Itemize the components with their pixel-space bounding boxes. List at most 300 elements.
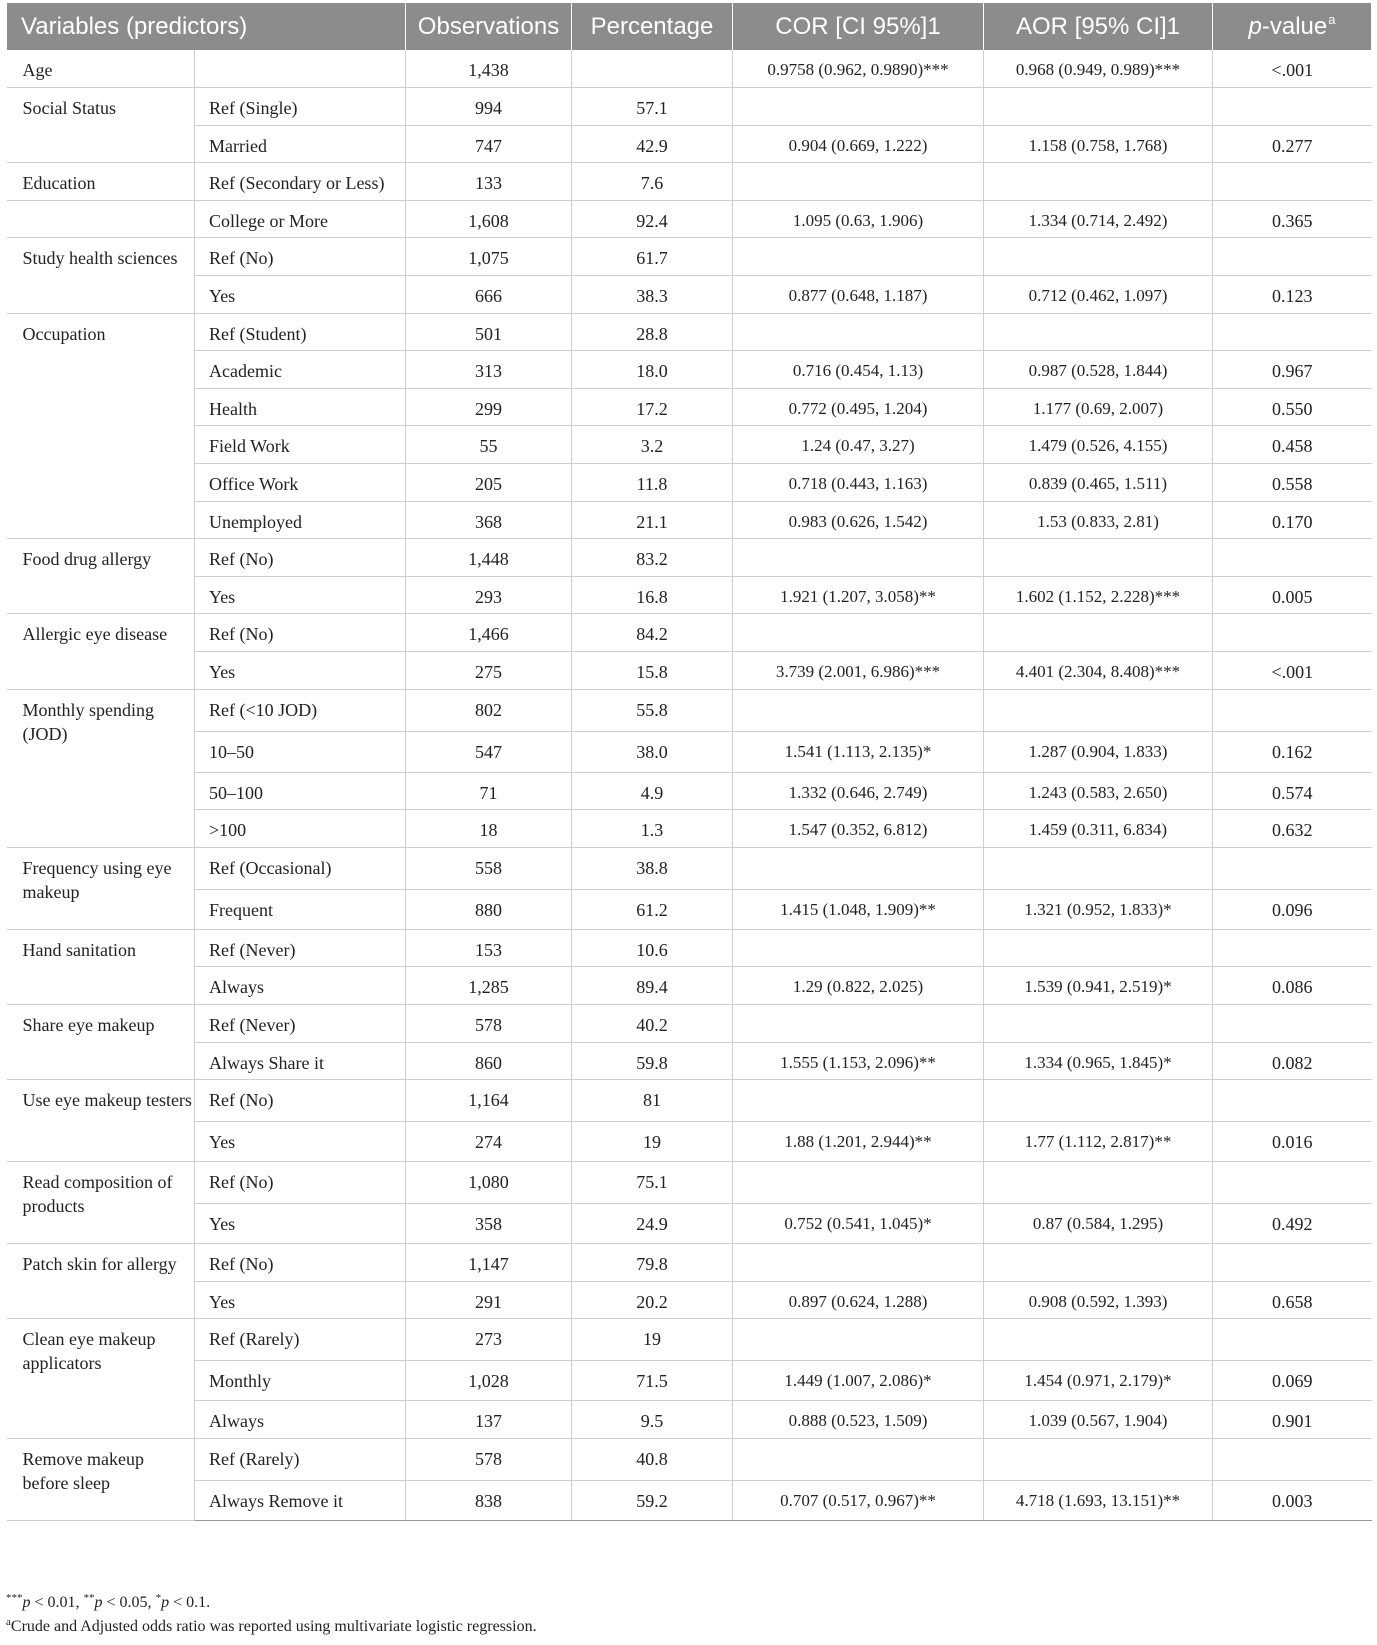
percentage-cell-text: 18.0 [636,361,668,382]
variable-name [7,50,195,88]
cor-cell-text [733,614,983,622]
observations-cell [406,125,572,163]
level-cell [195,464,406,502]
aor-cell-text: 1.334 (0.965, 1.845)* [1024,1052,1172,1072]
observations-cell-text: 368 [475,511,502,532]
observations-cell-text: 1,080 [468,1172,509,1193]
pvalue-cell [1213,388,1372,426]
aor-cell [984,731,1213,772]
observations-cell-text: 802 [475,699,502,720]
cor-cell [733,1361,984,1401]
table-row [7,388,1372,426]
cor-cell-text: 1.921 (1.207, 3.058)** [780,586,936,606]
pvalue-cell-text [1213,1244,1372,1252]
pvalue-cell [1213,1080,1372,1122]
level-cell [195,351,406,389]
aor-cell [984,1122,1213,1162]
observations-cell [406,501,572,539]
aor-cell [984,1080,1213,1122]
table-body [7,50,1372,1520]
level-cell [195,1361,406,1401]
level-cell [195,539,406,577]
observations-cell [406,929,572,967]
level-cell-text: Yes [209,1132,236,1153]
level-cell [195,889,406,929]
pvalue-cell [1213,501,1372,539]
table-row [7,88,1372,126]
aor-cell-text [984,1080,1212,1088]
aor-cell-text: 1.53 (0.833, 2.81) [1037,511,1159,531]
pvalue-cell-text: 0.016 [1272,1132,1313,1153]
percentage-cell-text: 57.1 [636,98,668,119]
cor-cell [733,1162,984,1204]
observations-cell-text: 860 [475,1052,502,1073]
pvalue-cell [1213,929,1372,967]
table-row [7,351,1372,389]
significance-note [6,1586,1371,1610]
percentage-cell-text: 89.4 [636,977,668,998]
pvalue-cell-text: 0.574 [1272,782,1313,803]
percentage-cell [572,125,733,163]
method-note-text: Crude and Adjusted odds ratio was reported using multivariate logistic regression. [10,1618,537,1635]
level-cell-text: Ref (Student) [209,323,307,344]
table-row [7,1438,1372,1480]
level-cell-text: Ref (Single) [209,98,298,119]
observations-cell-text: 578 [475,1014,502,1035]
observations-cell [406,1361,572,1401]
variable-name [7,689,195,847]
table-row [7,1244,1372,1282]
cor-cell [733,501,984,539]
observations-cell [406,88,572,126]
observations-cell [406,1319,572,1361]
cor-cell [733,1004,984,1042]
cor-cell [733,689,984,731]
table-row [7,1162,1372,1204]
aor-cell [984,967,1213,1005]
level-cell-text: Yes [209,1291,236,1312]
aor-cell [984,889,1213,929]
pvalue-cell [1213,313,1372,351]
percentage-cell [572,1204,733,1244]
percentage-cell-text: 19 [643,1329,661,1350]
pvalue-cell-text: <.001 [1271,662,1314,682]
variable-name [7,1438,195,1520]
table-row [7,810,1372,848]
cor-cell-text: 1.547 (0.352, 6.812) [788,820,928,840]
aor-cell-text: 1.479 (0.526, 4.155) [1028,436,1168,456]
cor-cell-text [733,1080,983,1088]
pvalue-cell-text [1213,314,1372,322]
variable-name [7,929,195,1004]
variable-name [7,614,195,689]
pvalue-cell [1213,576,1372,614]
level-cell-text: Yes [209,1214,236,1235]
pvalue-cell [1213,1204,1372,1244]
pvalue-cell [1213,772,1372,810]
observations-cell-text: 547 [475,741,502,762]
variable-name [7,847,195,929]
percentage-cell-text: 28.8 [636,323,668,344]
aor-cell-text: 1.454 (0.971, 2.179)* [1024,1371,1172,1391]
level-cell [195,652,406,690]
level-cell [195,238,406,276]
cor-cell [733,576,984,614]
level-cell-text: Ref (Never) [209,1014,296,1035]
observations-cell-text: 558 [475,857,502,878]
observations-cell-text: 880 [475,899,502,920]
cor-cell-text: 0.9758 (0.962, 0.9890)*** [767,60,949,79]
variable-name [7,1004,195,1079]
aor-cell-text: 0.987 (0.528, 1.844) [1028,361,1168,381]
observations-cell [406,689,572,731]
aor-cell [984,1281,1213,1319]
pvalue-cell-text: 0.901 [1272,1411,1313,1432]
observations-cell [406,1042,572,1080]
aor-cell [984,929,1213,967]
pvalue-cell-text: 0.632 [1272,820,1313,841]
pvalue-cell-text [1213,1005,1372,1013]
cor-cell [733,1319,984,1361]
level-cell-text: Always Share it [209,1052,324,1073]
aor-cell-text: 0.968 (0.949, 0.989)*** [1015,60,1181,79]
aor-cell [984,1401,1213,1439]
header-row [7,3,1372,50]
percentage-cell-text: 40.8 [636,1448,668,1469]
level-cell-text: Ref (Never) [209,939,296,960]
aor-cell [984,464,1213,502]
pvalue-cell-text: 0.277 [1272,135,1313,156]
observations-cell [406,847,572,889]
pvalue-cell-text: 0.005 [1272,586,1313,607]
level-cell-text: Office Work [209,474,299,495]
method-note-sup: a [6,1616,11,1628]
table-row [7,464,1372,502]
level-cell-text: Monthly [209,1371,272,1392]
pvalue-cell [1213,889,1372,929]
variable-name-text: Clean eye makeup applicators [22,1329,156,1374]
aor-cell-text [984,1244,1212,1252]
percentage-cell [572,276,733,314]
cor-cell-text: 0.877 (0.648, 1.187) [788,286,928,306]
pvalue-cell [1213,200,1372,238]
observations-cell [406,388,572,426]
pvalue-cell-text [1213,1162,1372,1170]
observations-cell-text: 501 [475,323,502,344]
pvalue-cell-text: 0.558 [1272,474,1313,495]
observations-cell [406,614,572,652]
aor-cell-text [984,848,1212,856]
aor-cell [984,772,1213,810]
percentage-cell [572,1080,733,1122]
aor-cell-text: 1.334 (0.714, 2.492) [1028,210,1168,230]
cor-cell [733,163,984,201]
level-cell [195,1244,406,1282]
observations-cell-text: 1,028 [468,1371,509,1392]
aor-cell [984,847,1213,889]
pvalue-cell [1213,125,1372,163]
observations-cell-text: 137 [475,1411,502,1432]
observations-cell-text: 994 [475,98,502,119]
aor-cell [984,351,1213,389]
table-row [7,50,1372,88]
table-row [7,276,1372,314]
aor-cell [984,1204,1213,1244]
header-pvalue-sup: a [1328,12,1336,27]
pvalue-cell-text: 0.365 [1272,210,1313,231]
level-cell [195,313,406,351]
percentage-cell [572,1480,733,1520]
observations-cell [406,238,572,276]
cor-cell [733,731,984,772]
header-pvalue [1213,3,1372,50]
aor-cell [984,539,1213,577]
cor-cell-text [733,690,983,698]
percentage-cell-text: 59.2 [636,1490,668,1511]
level-cell-text: Ref (Rarely) [209,1329,300,1350]
observations-cell [406,1122,572,1162]
aor-cell [984,576,1213,614]
variable-name [7,1319,195,1439]
table-row [7,689,1372,731]
cor-cell-text [733,539,983,547]
observations-cell-text: 1,164 [468,1090,509,1111]
variable-name-text: Allergic eye disease [22,624,168,645]
aor-cell-text: 0.712 (0.462, 1.097) [1028,286,1168,306]
pvalue-cell [1213,1042,1372,1080]
observations-cell-text: 293 [475,586,502,607]
level-cell-text: Yes [209,286,236,307]
cor-cell-text: 1.555 (1.153, 2.096)** [780,1052,936,1072]
aor-cell [984,1319,1213,1361]
aor-cell-text [984,1005,1212,1013]
observations-cell [406,1004,572,1042]
percentage-cell-text: 21.1 [636,511,668,532]
level-cell [195,200,406,238]
pvalue-cell-text: <.001 [1271,60,1314,80]
aor-cell [984,810,1213,848]
aor-cell [984,614,1213,652]
level-cell-text: >100 [209,820,247,841]
level-cell-text: Ref (Rarely) [209,1448,300,1469]
observations-cell [406,351,572,389]
aor-cell [984,501,1213,539]
observations-cell-text: 838 [475,1490,502,1511]
observations-cell-text: 666 [475,286,502,307]
pvalue-cell-text [1213,1439,1372,1447]
observations-cell-text: 1,075 [468,248,509,269]
observations-cell [406,276,572,314]
pvalue-cell-text [1213,1080,1372,1088]
observations-cell-text: 55 [479,436,498,457]
variable-name [7,1162,195,1244]
table-row [7,1042,1372,1080]
observations-cell-text: 291 [475,1291,502,1312]
level-cell [195,929,406,967]
cor-cell-text: 1.541 (1.113, 2.135)* [784,741,932,761]
pvalue-cell [1213,1480,1372,1520]
cor-cell-text [733,314,983,322]
pvalue-cell [1213,539,1372,577]
observations-cell-text: 1,608 [468,210,509,231]
aor-cell [984,50,1213,88]
sig-stars-1: *** [6,1592,23,1604]
pvalue-cell-text [1213,848,1372,856]
aor-cell-text: 0.87 (0.584, 1.295) [1032,1214,1164,1234]
sig-stars-2: ** [83,1592,95,1604]
percentage-cell [572,200,733,238]
aor-cell-text [984,539,1212,547]
sig-threshold-3: < 0.1. [169,1594,211,1611]
observations-cell [406,889,572,929]
percentage-cell [572,501,733,539]
variable-name-text: Social Status [22,98,116,119]
sig-p-1: p [22,1594,31,1611]
pvalue-cell [1213,614,1372,652]
cor-cell [733,351,984,389]
level-cell [195,967,406,1005]
table-row [7,501,1372,539]
cor-cell-text [733,1162,983,1170]
table-row [7,1080,1372,1122]
level-cell-text: Ref (No) [209,248,274,269]
cor-cell [733,464,984,502]
percentage-cell-text: 10.6 [636,939,668,960]
percentage-cell [572,1401,733,1439]
aor-cell-text [984,1319,1212,1327]
observations-cell-text: 205 [475,474,502,495]
pvalue-cell [1213,1244,1372,1282]
aor-cell [984,88,1213,126]
percentage-cell-text: 42.9 [636,135,668,156]
observations-cell [406,50,572,88]
percentage-cell [572,576,733,614]
level-cell-text: Married [209,135,267,156]
percentage-cell [572,426,733,464]
level-cell [195,810,406,848]
cor-cell [733,50,984,88]
observations-cell [406,576,572,614]
aor-cell-text: 1.77 (1.112, 2.817)** [1024,1132,1172,1152]
cor-cell-text: 0.904 (0.669, 1.222) [788,135,928,155]
cor-cell-text: 0.707 (0.517, 0.967)** [780,1490,936,1510]
level-cell-text [209,50,405,58]
percentage-cell [572,614,733,652]
pvalue-cell-text [1213,930,1372,938]
level-cell [195,772,406,810]
table-row [7,652,1372,690]
cor-cell-text [733,88,983,96]
table-row [7,1401,1372,1439]
pvalue-cell [1213,276,1372,314]
table-row [7,614,1372,652]
pvalue-cell-text [1213,614,1372,622]
table-row [7,238,1372,276]
observations-cell [406,1080,572,1122]
cor-cell [733,1204,984,1244]
variable-name [7,1080,195,1162]
cor-cell-text: 1.88 (1.201, 2.944)** [784,1132,932,1152]
aor-cell [984,652,1213,690]
cor-cell [733,125,984,163]
level-cell-text: Always [209,1411,264,1432]
method-note [6,1610,1371,1634]
aor-cell [984,426,1213,464]
aor-cell-text: 4.718 (1.693, 13.151)** [1015,1490,1181,1510]
level-cell [195,1122,406,1162]
variable-name-text: Occupation [22,323,106,344]
percentage-cell-text: 38.0 [636,741,668,762]
percentage-cell-text: 38.8 [636,857,668,878]
aor-cell [984,1162,1213,1204]
pvalue-cell [1213,1122,1372,1162]
aor-cell [984,1004,1213,1042]
percentage-cell-text: 15.8 [636,662,668,682]
pvalue-cell-text: 0.003 [1272,1490,1313,1511]
aor-cell-text [984,614,1212,622]
pvalue-cell [1213,1438,1372,1480]
cor-cell [733,847,984,889]
pvalue-cell [1213,689,1372,731]
cor-cell [733,810,984,848]
pvalue-cell-text: 0.123 [1272,286,1313,307]
pvalue-cell [1213,238,1372,276]
pvalue-cell-text: 0.458 [1272,436,1313,457]
percentage-cell [572,1122,733,1162]
table-row [7,576,1372,614]
pvalue-cell [1213,1162,1372,1204]
header-observations: Observations [406,3,572,50]
cor-cell-text: 1.332 (0.646, 2.749) [788,782,928,802]
percentage-cell [572,1438,733,1480]
regression-table-container [6,3,1371,1521]
pvalue-cell [1213,967,1372,1005]
level-cell-text: Ref (Occasional) [209,857,332,878]
variable-name [7,1244,195,1319]
level-cell-text: Ref (No) [209,1172,274,1193]
pvalue-cell [1213,810,1372,848]
aor-cell-text [984,930,1212,938]
percentage-cell-text: 81 [643,1090,661,1111]
observations-cell-text: 358 [475,1214,502,1235]
aor-cell-text: 1.321 (0.952, 1.833)* [1024,899,1172,919]
table-row [7,200,1372,238]
aor-cell-text [984,163,1212,171]
variable-name-text: Use eye makeup testers [22,1090,192,1111]
percentage-cell [572,351,733,389]
percentage-cell [572,652,733,690]
cor-cell-text: 1.449 (1.007, 2.086)* [784,1371,932,1391]
cor-cell-text: 0.983 (0.626, 1.542) [788,511,928,531]
percentage-cell [572,1004,733,1042]
level-cell-text: Ref (No) [209,624,274,645]
aor-cell [984,689,1213,731]
level-cell-text: Always [209,977,264,998]
observations-cell-text: 1,147 [468,1254,509,1275]
observations-cell [406,772,572,810]
percentage-cell [572,1319,733,1361]
cor-cell [733,614,984,652]
variable-name-text: Education [22,173,96,194]
observations-cell-text: 133 [475,173,502,194]
level-cell-text: Health [209,398,257,419]
aor-cell [984,163,1213,201]
percentage-cell [572,464,733,502]
level-cell [195,426,406,464]
level-cell-text: Unemployed [209,511,302,532]
header-aor: AOR [95% CI]1 [984,3,1213,50]
aor-cell-text [984,88,1212,96]
